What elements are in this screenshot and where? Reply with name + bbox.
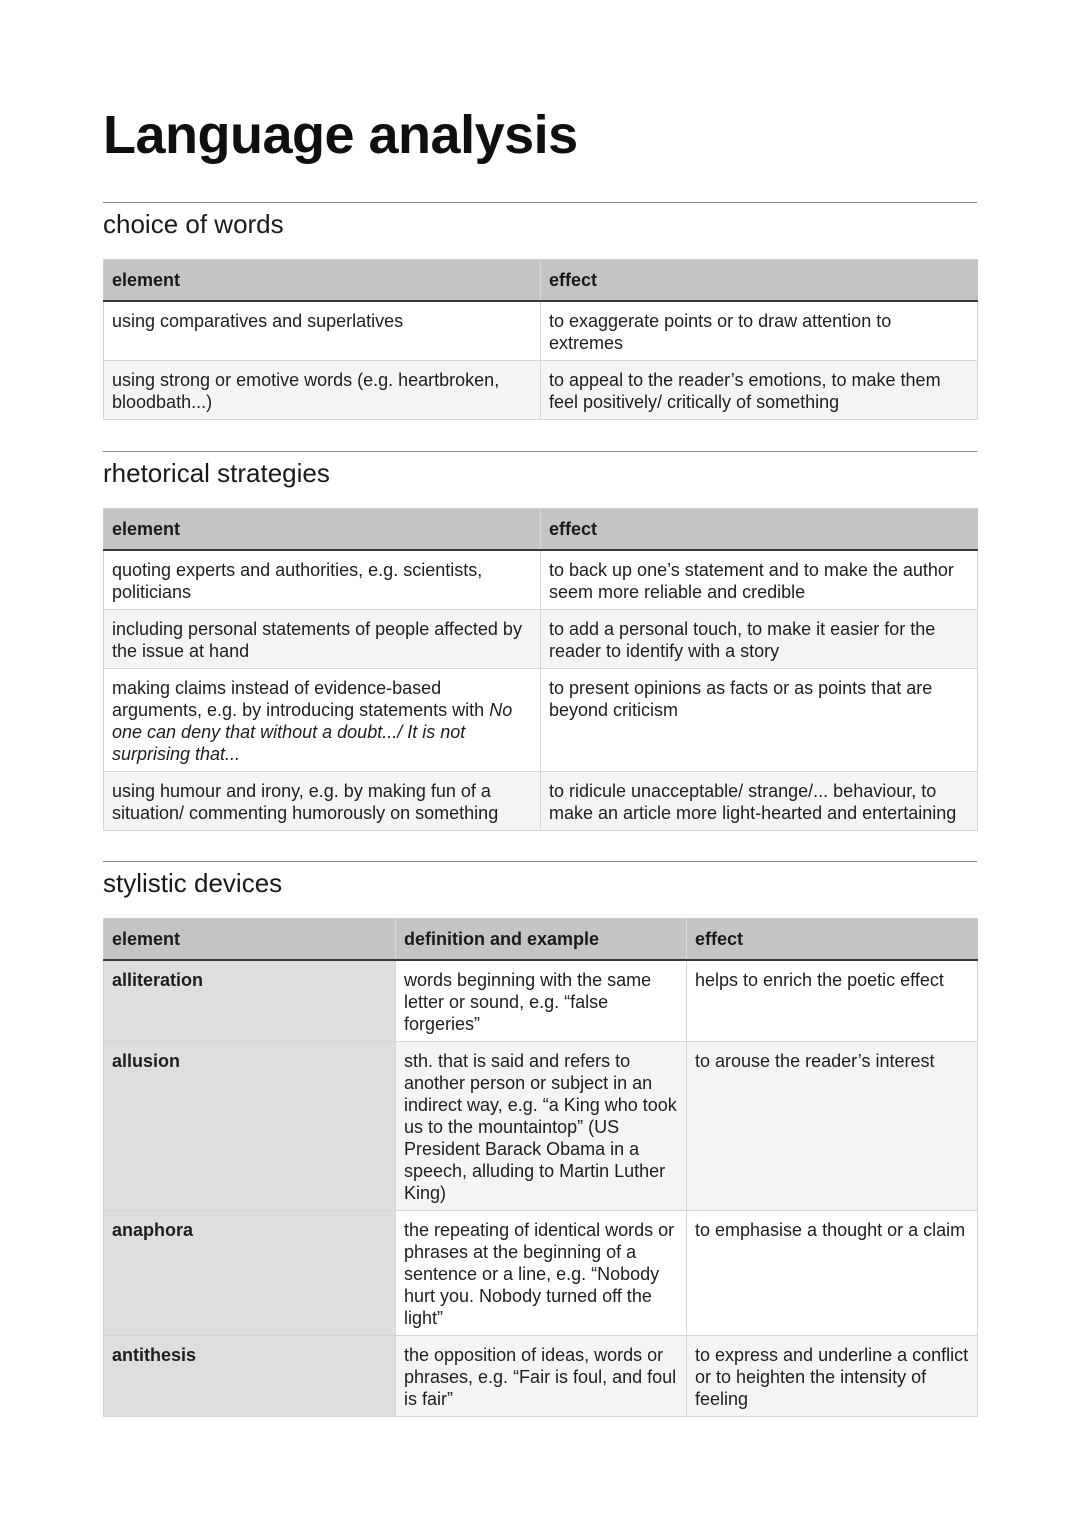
table-header-row: [104, 509, 978, 551]
section-rhetorical-strategies: [103, 451, 977, 831]
table-row: [104, 772, 978, 831]
element-cell: anaphora: [104, 1211, 396, 1336]
element-cell: antithesis: [104, 1336, 396, 1417]
table-row: [104, 610, 978, 669]
table-row: [104, 550, 978, 610]
table-row: [104, 960, 978, 1042]
definition-cell: the opposition of ideas, words or phrases, e.g. “Fair is foul, and foul is fair”: [396, 1336, 687, 1417]
definition-cell: words beginning with the same letter or sound, e.g. “false forgeries”: [396, 960, 687, 1042]
effect-cell: to emphasise a thought or a claim: [687, 1211, 978, 1336]
effect-cell: to express and underline a conflict or to heighten the intensity of feeling: [687, 1336, 978, 1417]
table-row: [104, 1211, 978, 1336]
table-row: [104, 361, 978, 420]
section-choice-of-words: [103, 202, 977, 420]
definition-cell: sth. that is said and refers to another person or subject in an indirect way, e.g. “a King who took us to the mountaintop” (US President Barack Obama in a speech, alluding to Martin Luther King): [396, 1042, 687, 1211]
element-example-italic: No one can deny that without a doubt.../ It is not surprising that...: [112, 700, 513, 764]
column-header-element: element: [104, 509, 541, 551]
definition-cell: the repeating of identical words or phrases at the beginning of a sentence or a line, e.g. “Nobody hurt you. Nobody turned off the light”: [396, 1211, 687, 1336]
element-cell: using comparatives and superlatives: [104, 301, 541, 361]
element-cell: allusion: [104, 1042, 396, 1211]
element-cell: [104, 669, 541, 772]
page-title: Language analysis: [103, 105, 578, 165]
effect-cell: to exaggerate points or to draw attention to extremes: [541, 301, 978, 361]
column-header-effect: effect: [541, 509, 978, 551]
element-cell: alliteration: [104, 960, 396, 1042]
table-row: [104, 669, 978, 772]
element-cell: using strong or emotive words (e.g. heartbroken, bloodbath...): [104, 361, 541, 420]
table-row: [104, 1042, 978, 1211]
table-row: [104, 301, 978, 361]
section-heading: rhetorical strategies: [103, 458, 330, 488]
stylistic-devices-table: [103, 918, 978, 1417]
section-heading: stylistic devices: [103, 868, 283, 898]
column-header-element: element: [104, 260, 541, 302]
column-header-element: element: [104, 919, 396, 961]
effect-cell: to present opinions as facts or as points that are beyond criticism: [541, 669, 978, 772]
choice-of-words-table: [103, 259, 978, 420]
table-header-row: [104, 260, 978, 302]
column-header-effect: effect: [541, 260, 978, 302]
column-header-effect: effect: [687, 919, 978, 961]
column-header-definition: definition and example: [396, 919, 687, 961]
section-stylistic-devices: [103, 861, 977, 1417]
section-divider: [103, 451, 977, 452]
table-header-row: [104, 919, 978, 961]
effect-cell: to add a personal touch, to make it easier for the reader to identify with a story: [541, 610, 978, 669]
element-cell: including personal statements of people affected by the issue at hand: [104, 610, 541, 669]
effect-cell: to appeal to the reader’s emotions, to make them feel positively/ critically of something: [541, 361, 978, 420]
section-heading: choice of words: [103, 209, 284, 239]
section-divider: [103, 861, 977, 862]
element-text: making claims instead of evidence-based arguments, e.g. by introducing statements with: [112, 678, 490, 720]
effect-cell: to ridicule unacceptable/ strange/... behaviour, to make an article more light-hearted and entertaining: [541, 772, 978, 831]
section-divider: [103, 202, 977, 203]
rhetorical-strategies-table: [103, 508, 978, 831]
element-cell: using humour and irony, e.g. by making fun of a situation/ commenting humorously on something: [104, 772, 541, 831]
effect-cell: to arouse the reader’s interest: [687, 1042, 978, 1211]
effect-cell: helps to enrich the poetic effect: [687, 960, 978, 1042]
element-cell: quoting experts and authorities, e.g. scientists, politicians: [104, 550, 541, 610]
table-row: [104, 1336, 978, 1417]
effect-cell: to back up one’s statement and to make the author seem more reliable and credible: [541, 550, 978, 610]
